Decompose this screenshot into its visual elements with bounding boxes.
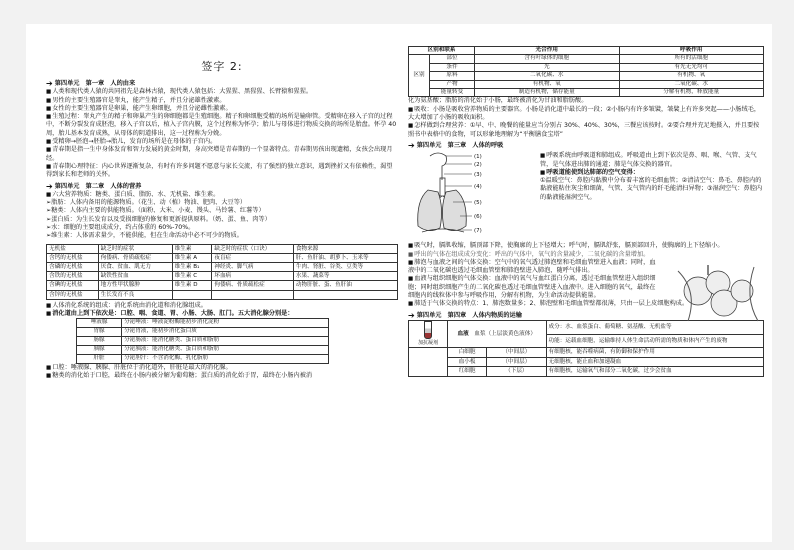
list-item: ➢脂肪：人体内备用的能源物质。（花生、动（植）物油、肥肉、大豆等） — [46, 199, 247, 207]
table-row: 唾液腺 分泌唾液：唾液淀粉酶能初步消化淀粉 — [77, 319, 329, 328]
table-row: 含碘的无机盐 地方性甲状腺肿 维生素 D 佝偻病、骨质疏松症 动物肝脏、蛋、鱼肝油 — [47, 281, 398, 290]
diagram-label: (7) — [474, 228, 482, 235]
paragraph: ■生殖过程：睾丸产生的精子和卵巢产生的卵细胞都是生殖细胞。精子和卵细胞受精的场所是输卵管。受精卵在移入子宫的过程中，不断分裂发育成胚泡，移入子宫以后，植入子宫内膜，这个过程称为怀孕；胎儿与母体进行物质交换的场所是胎盘。怀孕 40 周，胎儿基本发育成熟，从母体的阴道排出，这一过程称为分娩。 — [46, 113, 397, 137]
paragraph: ■怎样做到合理营养：①早、中、晚餐的能量应当分别占 30%、40%、30%，三餐应该按时。②要合理并充足地摄入，并且要按照书中表格中的食物，可以形象地理解为“平衡膳食宝塔” — [408, 122, 760, 138]
table-header-row: 无机盐 缺乏时的症状 维生素 缺乏时的症状（口诀） 食物来源 — [47, 244, 398, 253]
vitamin-mineral-table — [46, 244, 398, 300]
paragraph: ■青春期是指一生中身体发育和智力发展的黄金时期，身高突增是青春期的一个显著特点。青春期男孩出现遗精，女孩会出现月经。 — [46, 146, 393, 162]
paragraph: ■消化道由上到下依次是：口腔、咽、食道、胃、小肠、大肠、肛门。五大消化腺分别是： — [46, 310, 294, 318]
table-row: 能量转变 制造有机物，储存能量 分解有机物，释放能量 — [409, 89, 764, 97]
left-column — [46, 24, 398, 381]
table-row: 肠腺 分泌肠液：能消化糖类、蛋白质和脂肪 — [77, 337, 329, 346]
table-header-row: 区别和联系 光合作用 呼吸作用 — [409, 47, 764, 55]
diagram-label: (3) — [474, 172, 482, 179]
arrow-icon: ➔ — [408, 140, 415, 150]
blood-composition-table — [408, 320, 764, 377]
paragraph: ■口腔：唾液腺、胰腺、肝脏位于消化道外，肝脏是最大的消化腺。 — [46, 363, 232, 371]
diagram-label: (1) — [474, 154, 482, 161]
list-item: ➢水：细胞的主要组成成分，约占体重的 60%-70%。 — [46, 224, 195, 232]
list-item: ➢糖类：人体内主要的供能物质。（面粉、大米、小麦、馒头、马铃薯、红薯等） — [46, 207, 265, 215]
unit4-ch3-heading: ➔ 第四单元 第三章 人体的呼吸 — [408, 140, 504, 150]
table-row: 血小板 （中间层） 无细胞核，能止血和加速凝血 — [409, 357, 764, 366]
paragraph: 化为氨基酸；脂肪的消化始于小肠，最终被消化为甘油和脂肪酸。 — [408, 97, 588, 105]
alveoli-diagram — [668, 261, 764, 323]
arrow-icon: ➔ — [408, 310, 415, 320]
paragraph: ■男性的主要生殖器官是睾丸，能产生精子，并且分泌雄性激素。 — [46, 96, 226, 104]
diagram-label: (6) — [474, 214, 482, 221]
table-row: 加抗凝剂 血液 血浆（上层淡黄色液体） 成分：水、血浆蛋白、葡萄糖、氨基酸、无机盐等 — [409, 320, 764, 334]
table-row: 功能：运载血细胞，运输维持人体生命活动所需的物质和体内产生的废物 — [409, 334, 764, 348]
table-row: 区别 部位 含有叶绿体的细胞 所有的活细胞 — [409, 55, 764, 63]
unit4-ch4-heading: ➔ 第四单元 第四章 人体内物质的运输 — [408, 310, 522, 320]
tube-icon-cell: 加抗凝剂 — [409, 320, 448, 347]
unit4-ch2-heading: ➔ 第四单元 第二章 人体的营养 — [46, 181, 142, 191]
paragraph: ■糖类的消化始于口腔，最终在小肠内被分解为葡萄糖；蛋白质的消化始于胃，最终在小肠内被消 — [46, 372, 313, 380]
test-tube-icon — [424, 321, 432, 339]
paragraph: ■吸气时，膈肌收缩，膈顶部下降，使胸廓的上下径增大；呼气时，膈肌舒张，膈顶部回升，使胸廓的上下径缩小。 — [408, 242, 724, 250]
paragraph: ■呼出的气体在组成成分变化：呼出的气体中，氧气的含量减少，二氧化碳的含量增加。 — [408, 250, 650, 258]
diagram-label: (4) — [474, 184, 482, 191]
paragraph: ■人体消化系统的组成：消化系统由消化道和消化腺组成。 — [46, 301, 207, 309]
list-item: ➢维生素：人体需求量少，不能供能，但在生命活动中必不可少的物质。 — [46, 232, 243, 240]
digestive-gland-table — [76, 318, 329, 364]
right-column — [408, 24, 764, 377]
paragraph: ■女性的主要生殖器官是卵巢，能产生卵细胞，并且分泌雌性激素。 — [46, 104, 232, 112]
table-row: 含铁的无机盐 缺铁性贫血 维生素 C 坏血病 水果、蔬菜等 — [47, 272, 398, 281]
diagram-label: (5) — [474, 200, 482, 207]
photosynthesis-respiration-table — [408, 46, 764, 97]
table-row: 条件 光 有光无光均可 — [409, 63, 764, 71]
diagram-label: (2) — [474, 162, 482, 169]
paragraph: ■吸收：小肠是吸收营养物质的主要器官。小肠是消化道中最长的一段；②小肠内有许多皱襞，皱襞上有许多突起——小肠绒毛，大大增加了小肠的吸收面积。 — [408, 105, 761, 122]
arrow-icon: ➔ — [46, 181, 53, 191]
paragraph: ■人类和现代类人猿的共同祖先是森林古猿，现代类人猿包括：大猩猩、黑猩猩、长臂猿和猩猩。 — [46, 88, 313, 96]
table-row: 胰腺 分泌胰液：能消化糖类、蛋白质和脂肪 — [77, 346, 329, 355]
page-title: 签字 2: — [201, 60, 243, 73]
unit4-ch1-heading: ➔ 第四单元 第一章 人的由来 — [46, 79, 136, 88]
table-row: 含磷的无机盐 厌食、贫血、肌无力 维生素 B₁ 神经炎、脚气病 牛肉、肾脏、谷类、豆类等 — [47, 263, 398, 272]
respiration-section — [408, 150, 764, 242]
respiration-text: ■呼吸系统由呼吸道和肺组成。呼吸道由上到下依次是鼻、咽、喉、气管、支气管，是气体进出肺的通道；肺是气体交换的器官。 ■呼吸道能使到达肺部的空气变得： ①温暖空气：鼻腔内黏膜中分布着丰富的毛细血管；②清洁空气：鼻毛、鼻腔内的黏液能粘住灰尘和细菌，气管、支气管内的纤毛能清扫异物；③湿润空气：鼻腔内的黏液能湿润空气。 — [540, 152, 763, 201]
list-item: ➢蛋白质：为生长发育以及受损细胞的修复和更新提供原料。（奶、蛋、鱼、肉等） — [46, 215, 271, 223]
paragraph: ■肺适于气体交换的特点：1、肺泡数量多；2、肺泡壁和毛细血管壁都很薄，只由一层上皮细胞构成。 — [408, 300, 689, 308]
gas-exchange-section: ■肺泡与血液之间的气体交换：空气中的氧气透过肺泡壁和毛细血管壁进入血液；同时，血液中的二氧化碳也透过毛细血管壁和肺泡壁进入肺泡，随呼气排出。 ■血液与组织细胞的气体交换：血液中的氧气与血红蛋白分离，透过毛细血管壁进入组织细胞；同时组织细胞产生的二氧化碳也透过毛细血管壁进入血液中。进入细胞的氧气，最终在细胞内的线粒体中参与呼吸作用，分解有机物，为生命活动提供能量。 — [408, 259, 764, 300]
table-row: 肝脏 分泌胆汁：不含消化酶，乳化脂肪 — [77, 355, 329, 364]
document-page — [26, 24, 772, 542]
table-row: 白细胞 （中间层） 有细胞核，能吞噬病菌，有防御和保护作用 — [409, 348, 764, 357]
table-row: 原料 二氧化碳、水 有机物、氧 — [409, 72, 764, 80]
table-row: 含锌的无机盐 生长发育不良 — [47, 290, 398, 299]
blood-label: 血液 — [457, 330, 469, 337]
arrow-icon: ➔ — [46, 79, 53, 88]
table-row: 红细胞 （下层） 有细胞核，运输氧气和部分二氧化碳，过少会贫血 — [409, 367, 764, 376]
paragraph: ■六大营养物质：糖类、蛋白质、脂肪、水、无机盐、维生素。 — [46, 190, 220, 198]
paragraph: ■受精卵→胚泡→胚胎→胎儿，发育的场所是在母体的子宫内。 — [46, 138, 217, 146]
table-row: 产物 有机物、氧 二氧化碳、水 — [409, 80, 764, 88]
table-row: 含钙的无机盐 佝偻病、骨质疏松症 维生素 A 夜盲症 肝、鱼肝油、胡萝卜、玉米等 — [47, 253, 398, 262]
respiratory-system-diagram — [408, 150, 498, 240]
table-row: 胃腺 分泌胃液，能初步消化蛋白质 — [77, 328, 329, 337]
paragraph: ■青春期心理特征：内心世界逐渐复杂，有时有许多问题不愿意与家长交流，有了强烈的独立意识，遇到挫折又有依赖性，渴望得到家长和老师的关怀。 — [46, 162, 393, 179]
